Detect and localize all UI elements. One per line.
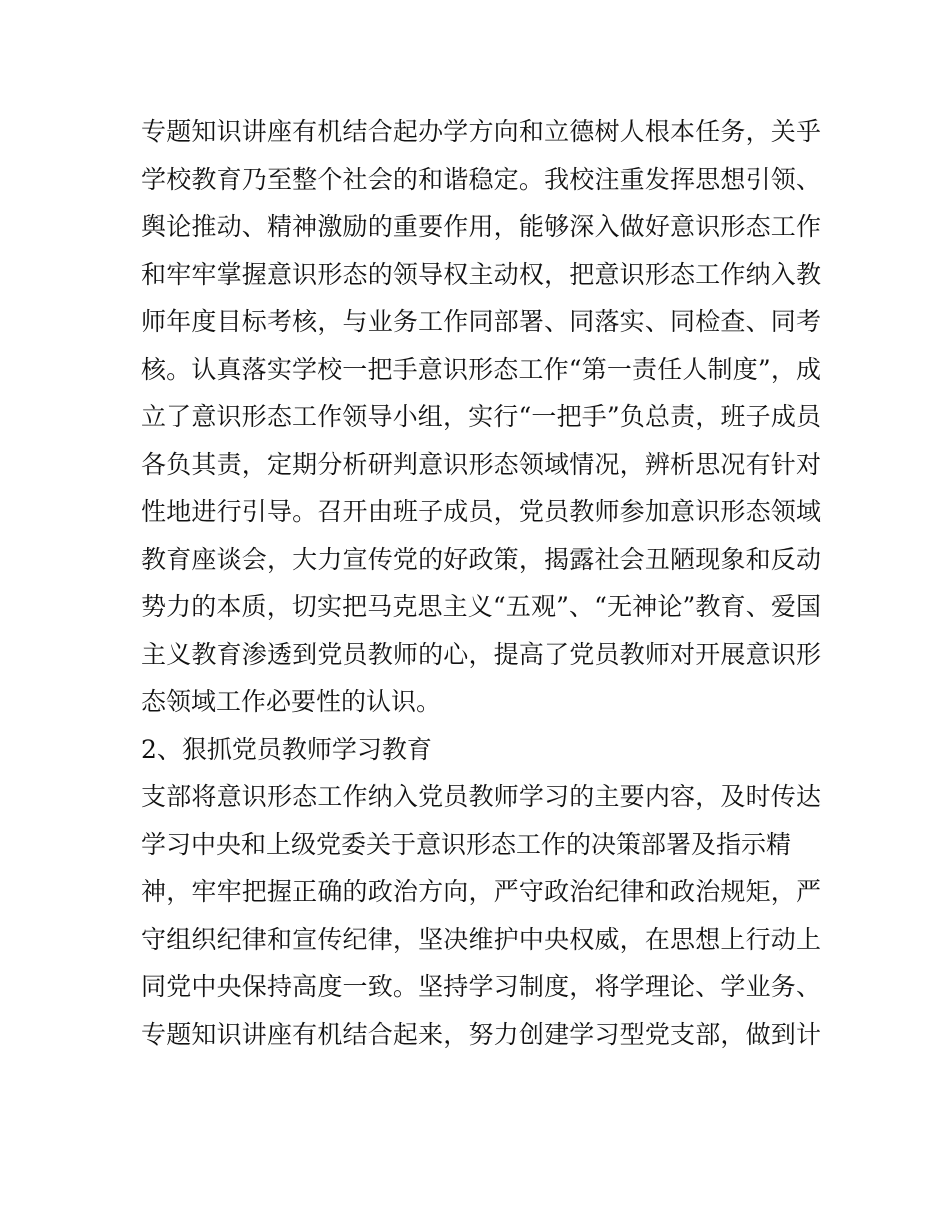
text-line: 立了意识形态工作领导小组，实行“一把手”负总责，班子成员 <box>141 402 821 431</box>
text-line: 守组织纪律和宣传纪律，坚决维护中央权威，在思想上行动上 <box>141 924 821 954</box>
text-line: 舆论推动、精神激励的重要作用，能够深入做好意识形态工作 <box>141 212 821 241</box>
text-line: 专题知识讲座有机结合起办学方向和立德树人根本任务，关乎 <box>141 117 821 146</box>
text-line: 势力的本质，切实把马克思主义“五观”、“无神论”教育、爱国 <box>141 592 821 621</box>
text-line: 专题知识讲座有机结合起来，努力创建学习型党支部，做到计 <box>141 1019 821 1049</box>
text-line: 各负其责，定期分析研判意识形态领域情况，辨析思况有针对 <box>141 449 821 479</box>
text-line: 态领域工作必要性的认识。 <box>141 687 442 716</box>
text-line: 学习中央和上级党委关于意识形态工作的决策部署及指示精 <box>141 829 792 859</box>
text-line: 核。认真落实学校一把手意识形态工作“第一责任人制度”，成 <box>141 354 821 384</box>
paragraph-party-study <box>141 773 821 1058</box>
text-line: 教育座谈会，大力宣传党的好政策，揭露社会丑陋现象和反动 <box>141 544 821 574</box>
section-heading: 2、狠抓党员教师学习教育 <box>141 734 432 764</box>
text-line: 主义教育渗透到党员教师的心，提高了党员教师对开展意识形 <box>141 639 821 669</box>
text-line: 神，牢牢把握正确的政治方向，严守政治纪律和政治规矩，严 <box>141 877 821 906</box>
paragraph-ideology-responsibility <box>141 108 821 726</box>
text-line: 和牢牢掌握意识形态的领导权主动权，把意识形态工作纳入教 <box>141 259 821 289</box>
text-line: 性地进行引导。召开由班子成员，党员教师参加意识形态领域 <box>141 497 821 526</box>
text-line: 师年度目标考核，与业务工作同部署、同落实、同检查、同考 <box>141 307 821 336</box>
document-body <box>141 108 821 1058</box>
text-line: 同党中央保持高度一致。坚持学习制度，将学理论、学业务、 <box>141 972 821 1001</box>
text-line: 支部将意识形态工作纳入党员教师学习的主要内容，及时传达 <box>141 782 821 811</box>
text-line: 学校教育乃至整个社会的和谐稳定。我校注重发挥思想引领、 <box>141 164 821 194</box>
